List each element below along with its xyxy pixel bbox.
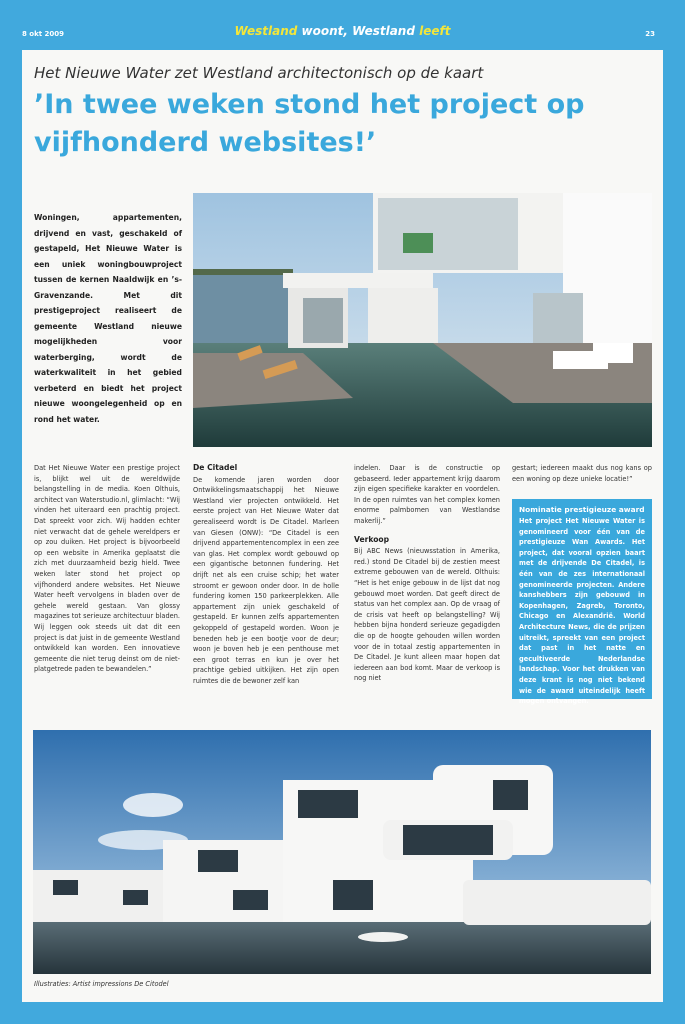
article-column-3 (354, 463, 500, 684)
award-heading: Nominatie prestigieuze award (519, 505, 645, 514)
illustration-caption: Illustraties: Artist impressions De Citodel (34, 980, 169, 988)
column-3-body-2: Bij ABC News (nieuwsstation in Amerika, red.) stond De Citadel bij de zestien meest extreme gebouwen van de wereld. Olthuis: “Het is het enige gebouw in de lijst dat nog gebouwd moet worden. Dat geeft direct de status van het complex aan. Op de vraag of de crisis vat heeft op belangstelling? Wij hebben bijna honderd serieuze gegadigden die op de hoogte gehouden willen worden voor de in totaal zestig appartementen in De Citadel. Je kunt alleen maar hopen dat iedereen aan bod komt. Maar de verkoop is nog niet (354, 547, 500, 683)
subheading-de-citadel: De Citadel (193, 463, 238, 472)
citadel-exterior-illustration (33, 730, 651, 974)
subheading-verkoop: Verkoop (354, 534, 390, 544)
masthead-title (0, 24, 685, 38)
column-4-body: gestart; iedereen maakt dus nog kans op een woning op deze unieke locatie!” (512, 464, 652, 483)
masthead-title-part-3: leeft (419, 24, 451, 38)
column-2-body: De komende jaren worden door Ontwikkelingsmaatschappij het Nieuwe Westland vier projecten ontwikkeld. Het eerste project van Het Nieuwe Water dat gerealiseerd wordt is De Citadel. Marleen van Giesen (ONW): “De Citadel is een drijvend appartementencomplex in een zee van glas. Het complex wordt gebouwd op een gigantische betonnen fundering. Het drijft net als een cruise schip; het water stroomt er gewoon onder door. In de holle fundering komen 150 parkeerplekken. Alle appartement zijn uniek geschakeld of gestapeld. Er kunnen zelfs appartementen gekoppeld of gestapeld worden. Woon je beneden heb je een bootje voor de deur; woon je boven heb je een penthouse met een groot terras en kun je over het prachtige gebied uitkijken. Het zijn open ruimtes die de bewoner zelf kan (193, 475, 339, 685)
article-intro: Woningen, appartementen, drijvend en vast, geschakeld of gestapeld, Het Nieuwe Water is een uniek woningbouwproject tussen de kernen Naaldwijk en ’s-Gravenzande. Met dit prestigeproject realiseert de gemeente Westland nieuwe mogelijkheden voor waterberging, wordt de waterkwaliteit in het gebied verbeterd en biedt het project nieuwe woongelegenheid op en rond het water. (34, 213, 182, 424)
masthead-title-part-1: Westland (234, 24, 298, 38)
article-headline: ’In twee weken stond het project op vijfhonderd websites!’ (34, 89, 585, 158)
citadel-interior-illustration (193, 193, 652, 447)
page-number: 23 (645, 30, 655, 38)
right-color-band (663, 0, 685, 1024)
masthead-date: 8 okt 2009 (22, 30, 65, 38)
bottom-color-band (0, 1002, 685, 1024)
column-1-body: Dat Het Nieuwe Water een prestige project is, blijkt wel uit de wereldwijde belangstelling in de media. Koen Olthuis, architect van Waterstudio.nl, glimlacht: “Wij vinden het uiteraard een prachtig project. Dat spreekt voor zich. Wij hadden echter niet verwacht dat de gehele wereldpers er op zou duiken. Het project is bijvoorbeeld op een website in Amerika geplaatst die zich met duurzaamheid bezig hield. Twee weken later stond het project op vijfhonderd andere websites. Het Nieuwe Water heeft vervolgens in bladen over de gehele wereld gestaan. Van glossy magazines tot serieuze architectuur bladen. Wij leggen ook steeds uit dat dit een project is dat juist in de gemeente Westland ontwikkeld kan worden. Een innovatieve gemeente die niet terug deinst om de niet-platgetrede paden te bewandelen.” (34, 464, 180, 674)
article-column-4 (512, 463, 652, 484)
article-column-1 (34, 463, 180, 675)
left-color-band (0, 0, 22, 1024)
article-column-2 (193, 463, 339, 686)
article-kicker: Het Nieuwe Water zet Westland architectonisch op de kaart (34, 64, 484, 82)
masthead-title-part-2: woont, Westland (297, 24, 420, 38)
column-3-body-1: indelen. Daar is de constructie op gebaseerd. Ieder appartement krijg daarom zijn eigen specifieke karakter en voordelen. In de open ruimtes van het complex komen enorme palmbomen van Westlandse makerlij.” (354, 464, 500, 525)
award-body: Het project Het Nieuwe Water is genomineerd voor één van de prestigieuze Wan Awards. Het project, dat vooral opzien baart met de drijvende De Citadel, is één van de zes internationaal genomineerde projecten. Andere kanshebbers zijn gebouwd in Kopenhagen, Zagreb, Toronto, Chicago en Alexandrië. World Architecture News, die de prijzen uitreikt, spreekt van een project dat past in het natte en gecultiveerde Nederlandse landschap. Voor het drukken van deze krant is nog niet bekend wie de award uiteindelijk heeft mogen ontvangen. (519, 517, 645, 706)
award-sidebar-box (512, 499, 652, 706)
